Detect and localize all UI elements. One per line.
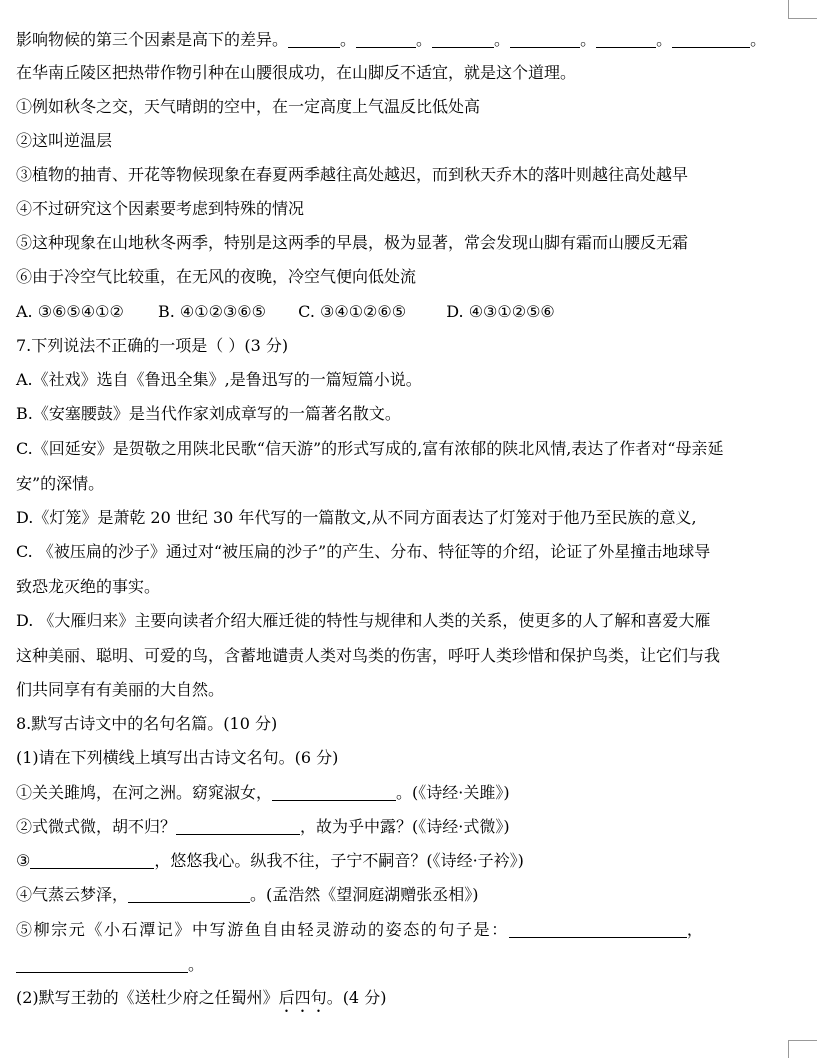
text-line: 在华南丘陵区把热带作物引种在山腰很成功，在山脚反不适宜，就是这个道理。 xyxy=(16,63,577,82)
answer-blank[interactable] xyxy=(272,784,396,801)
option-c[interactable]: C. ③④①②⑥⑤ xyxy=(298,302,407,321)
page-corner-mark-bottom xyxy=(788,1040,817,1058)
q7-option-f-line2: 这种美丽、聪明、可爱的鸟，含蓄地谴责人类对鸟类的伤害，呼吁人类珍惜和保护鸟类，让它们与我 xyxy=(16,646,721,665)
answer-blank[interactable] xyxy=(510,31,580,48)
sentence-option: ①例如秋冬之交，天气晴朗的空中，在一定高度上气温反比低处高 xyxy=(16,97,481,116)
option-d[interactable]: D. ④③①②⑤⑥ xyxy=(446,302,555,321)
sentence-text: 影响物候的第三个因素是高下的差异。 xyxy=(16,30,289,49)
q7-option-d: D.《灯笼》是萧乾 20 世纪 30 年代写的一篇散文,从不同方面表达了灯笼对于他乃至民族的意义, xyxy=(16,508,697,527)
q8-sub2-title: (2)默写王勃的《送杜少府之任蜀州》后四句。(4 分) xyxy=(16,988,387,1007)
q6-options-row xyxy=(16,302,555,322)
poem-line-5: ⑤柳宗元《小石潭记》中写游鱼自由轻灵游动的姿态的句子是： ， xyxy=(16,920,705,939)
answer-blank[interactable] xyxy=(30,852,154,869)
text-line: 影响物候的第三个因素是高下的差异。 。 。 。 。 。 。 xyxy=(16,30,767,49)
q7-option-e-line1: C. 《被压扁的沙子》通过对“被压扁的沙子”的产生、分布、特征等的介绍，论证了外星撞击地球导 xyxy=(16,542,711,561)
q7-option-a: A.《社戏》选自《鲁迅全集》,是鲁迅写的一篇短篇小说。 xyxy=(16,370,422,389)
emphasized-text: 后四句 xyxy=(278,988,327,1007)
answer-blank[interactable] xyxy=(509,921,687,938)
poem-line-2: ②式微式微，胡不归？ ，故为乎中露？(《诗经·式微》) xyxy=(16,817,510,836)
answer-blank[interactable] xyxy=(176,818,300,835)
page-corner-mark-top xyxy=(788,0,817,19)
sentence-option: ④不过研究这个因素要考虑到特殊的情况 xyxy=(16,199,305,218)
q7-stem: 7.下列说法不正确的一项是（ ）(3 分) xyxy=(16,336,289,355)
poem-line-4: ④气蒸云梦泽， 。(孟浩然《望洞庭湖赠张丞相》) xyxy=(16,885,479,904)
q7-option-f-line1: D. 《大雁归来》主要向读者介绍大雁迁徙的特性与规律和人类的关系，使更多的人了解和喜爱大雁 xyxy=(16,611,711,630)
q7-option-b: B.《安塞腰鼓》是当代作家刘成章写的一篇著名散文。 xyxy=(16,404,401,423)
q7-option-c-line2: 安”的深情。 xyxy=(16,474,105,493)
q8-stem: 8.默写古诗文中的名句名篇。(10 分) xyxy=(16,714,278,733)
q7-option-e-line2: 致恐龙灭绝的事实。 xyxy=(16,577,161,596)
poem-line-3: ③ ，悠悠我心。纵我不往，子宁不嗣音？(《诗经·子衿》) xyxy=(16,851,524,870)
poem-line-5-cont: 。 xyxy=(16,955,204,975)
option-b[interactable]: B. ④①②③⑥⑤ xyxy=(157,302,266,321)
answer-blank[interactable] xyxy=(288,31,340,48)
poem-line-1: ①关关雎鸠，在河之洲。窈窕淑女， 。(《诗经·关雎》) xyxy=(16,783,510,802)
answer-blank[interactable] xyxy=(16,956,188,973)
answer-blank[interactable] xyxy=(672,31,750,48)
q8-sub1-title: (1)请在下列横线上填写出古诗文名句。(6 分) xyxy=(16,748,339,767)
sentence-option: ②这叫逆温层 xyxy=(16,131,113,150)
sentence-option: ⑤这种现象在山地秋冬两季，特别是这两季的早晨，极为显著，常会发现山脚有霜而山腰反无霜 xyxy=(16,233,689,252)
answer-blank[interactable] xyxy=(432,31,494,48)
sentence-option: ③植物的抽青、开花等物候现象在春夏两季越往高处越迟，而到秋天乔木的落叶则越往高处越早 xyxy=(16,165,689,184)
q7-option-f-line3: 们共同享有有美丽的大自然。 xyxy=(16,680,225,699)
q7-option-c-line1: C.《回延安》是贺敬之用陕北民歌“信天游”的形式写成的,富有浓郁的陕北风情,表达了作者对“母亲延 xyxy=(16,439,724,458)
option-a[interactable]: A. ③⑥⑤④①② xyxy=(16,302,124,321)
answer-blank[interactable] xyxy=(356,31,416,48)
sentence-option: ⑥由于冷空气比较重，在无风的夜晚，冷空气便向低处流 xyxy=(16,267,417,286)
answer-blank[interactable] xyxy=(128,886,250,903)
answer-blank[interactable] xyxy=(596,31,656,48)
